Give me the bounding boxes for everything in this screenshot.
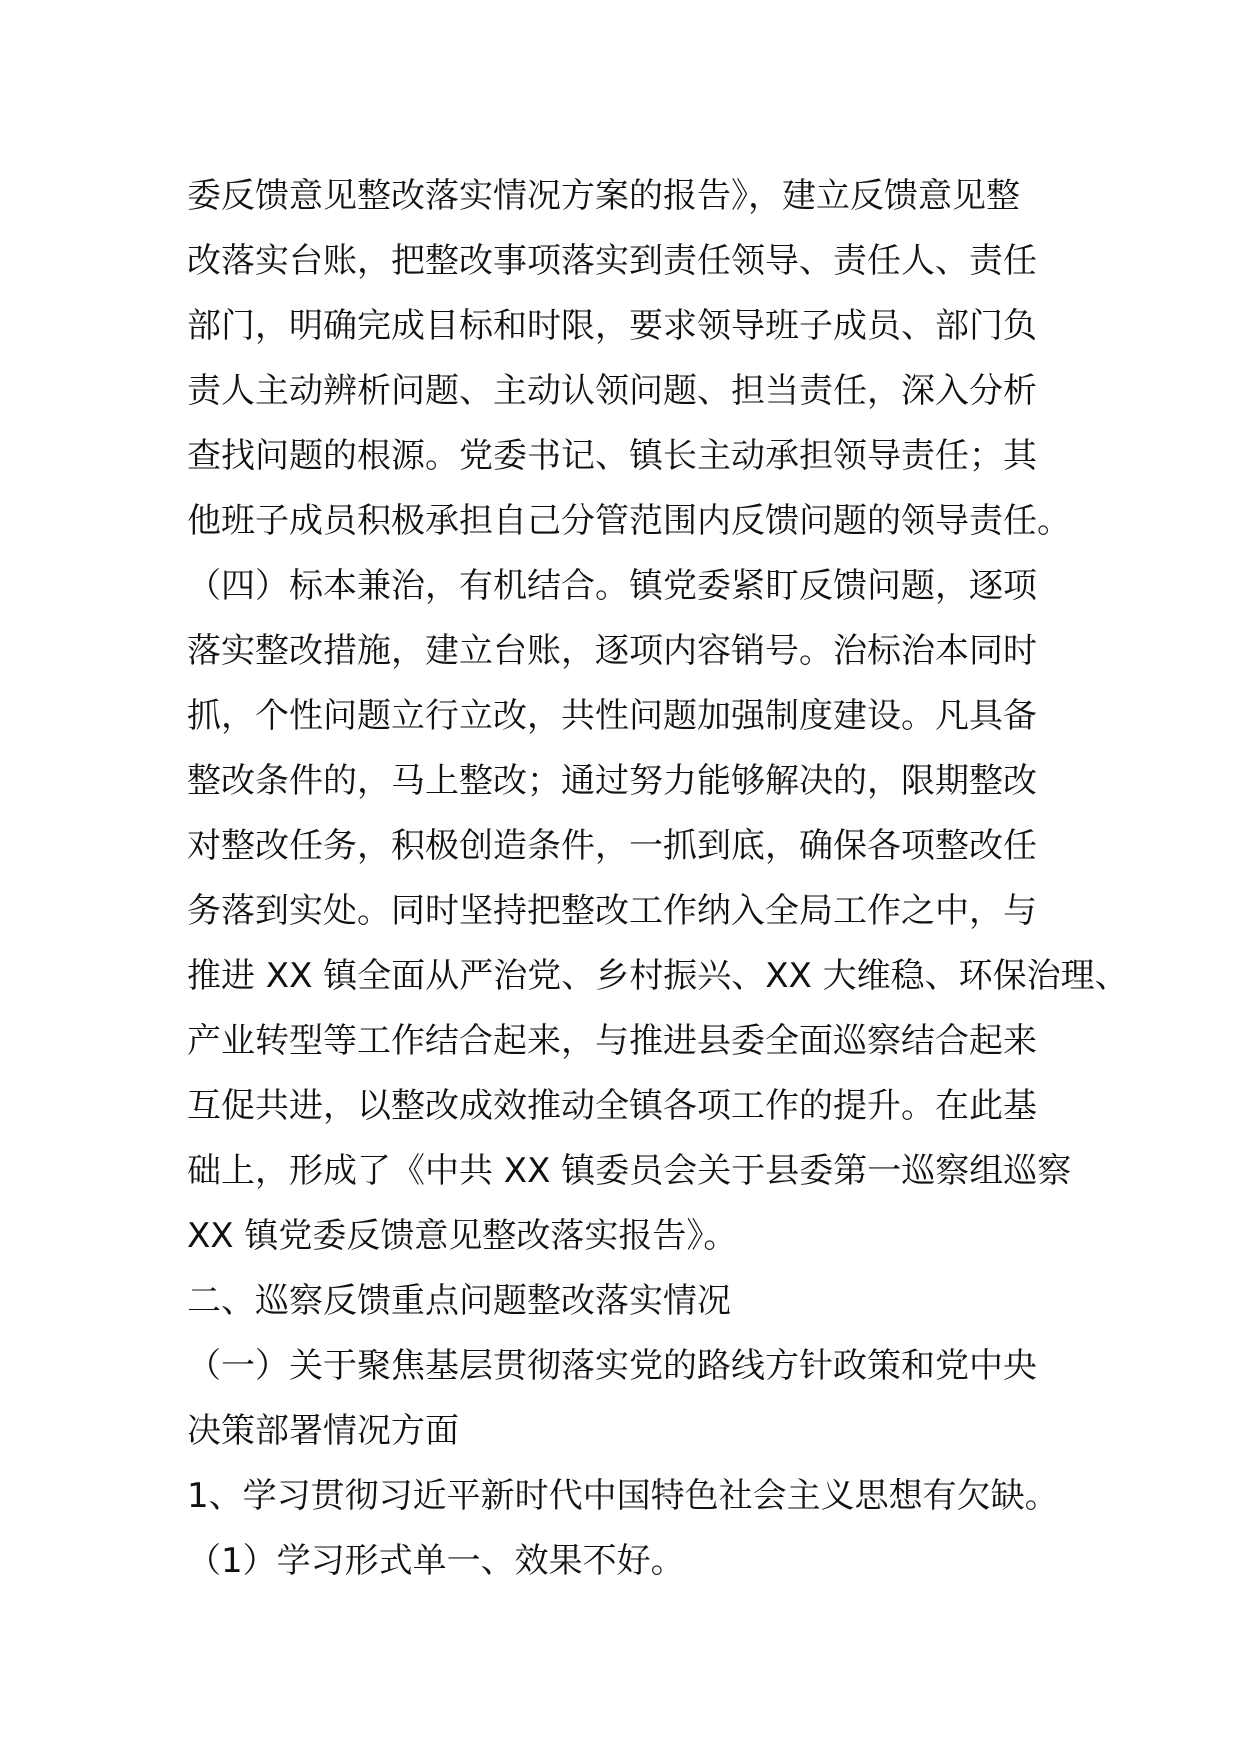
text-line-16: 础上，形成了《中共 XX 镇委员会关于县委第一巡察组巡察 — [187, 1151, 1072, 1191]
text-line-2: 改落实台账，把整改事项落实到责任领导、责任人、责任 — [187, 241, 1037, 281]
text-line-11: 对整改任务，积极创造条件，一抓到底，确保各项整改任 — [187, 826, 1037, 866]
text-line-15: 互促共进，以整改成效推动全镇各项工作的提升。在此基 — [187, 1086, 1037, 1126]
text-line-20: 决策部署情况方面 — [187, 1411, 459, 1451]
text-line-9: 抓，个性问题立行立改，共性问题加强制度建设。凡具备 — [187, 696, 1037, 736]
text-line-5: 查找问题的根源。党委书记、镇长主动承担领导责任；其 — [187, 436, 1037, 476]
text-line-6: 他班子成员积极承担自己分管范围内反馈问题的领导责任。 — [187, 501, 1071, 541]
text-line-14: 产业转型等工作结合起来，与推进县委全面巡察结合起来 — [187, 1021, 1037, 1061]
text-line-13: 推进 XX 镇全面从严治党、乡村振兴、XX 大维稳、环保治理、 — [187, 956, 1129, 996]
document-body — [187, 164, 1129, 1594]
subsection-heading-1: （一）关于聚焦基层贯彻落实党的路线方针政策和党中央 — [187, 1346, 1037, 1386]
text-line-10: 整改条件的，马上整改；通过努力能够解决的，限期整改 — [187, 761, 1037, 801]
section-heading-4: （四）标本兼治，有机结合。镇党委紧盯反馈问题，逐项 — [187, 566, 1037, 606]
text-line-17: XX 镇党委反馈意见整改落实报告》。 — [187, 1216, 738, 1256]
subitem-heading-1: （1）学习形式单一、效果不好。 — [187, 1541, 685, 1581]
text-line-12: 务落到实处。同时坚持把整改工作纳入全局工作之中，与 — [187, 891, 1037, 931]
text-line-1: 委反馈意见整改落实情况方案的报告》，建立反馈意见整 — [187, 176, 1020, 216]
chapter-heading-2: 二、巡察反馈重点问题整改落实情况 — [187, 1281, 731, 1321]
item-heading-1: 1、学习贯彻习近平新时代中国特色社会主义思想有欠缺。 — [187, 1476, 1059, 1516]
text-line-4: 责人主动辨析问题、主动认领问题、担当责任，深入分析 — [187, 371, 1037, 411]
text-line-8: 落实整改措施，建立台账，逐项内容销号。治标治本同时 — [187, 631, 1037, 671]
text-line-3: 部门，明确完成目标和时限，要求领导班子成员、部门负 — [187, 306, 1037, 346]
